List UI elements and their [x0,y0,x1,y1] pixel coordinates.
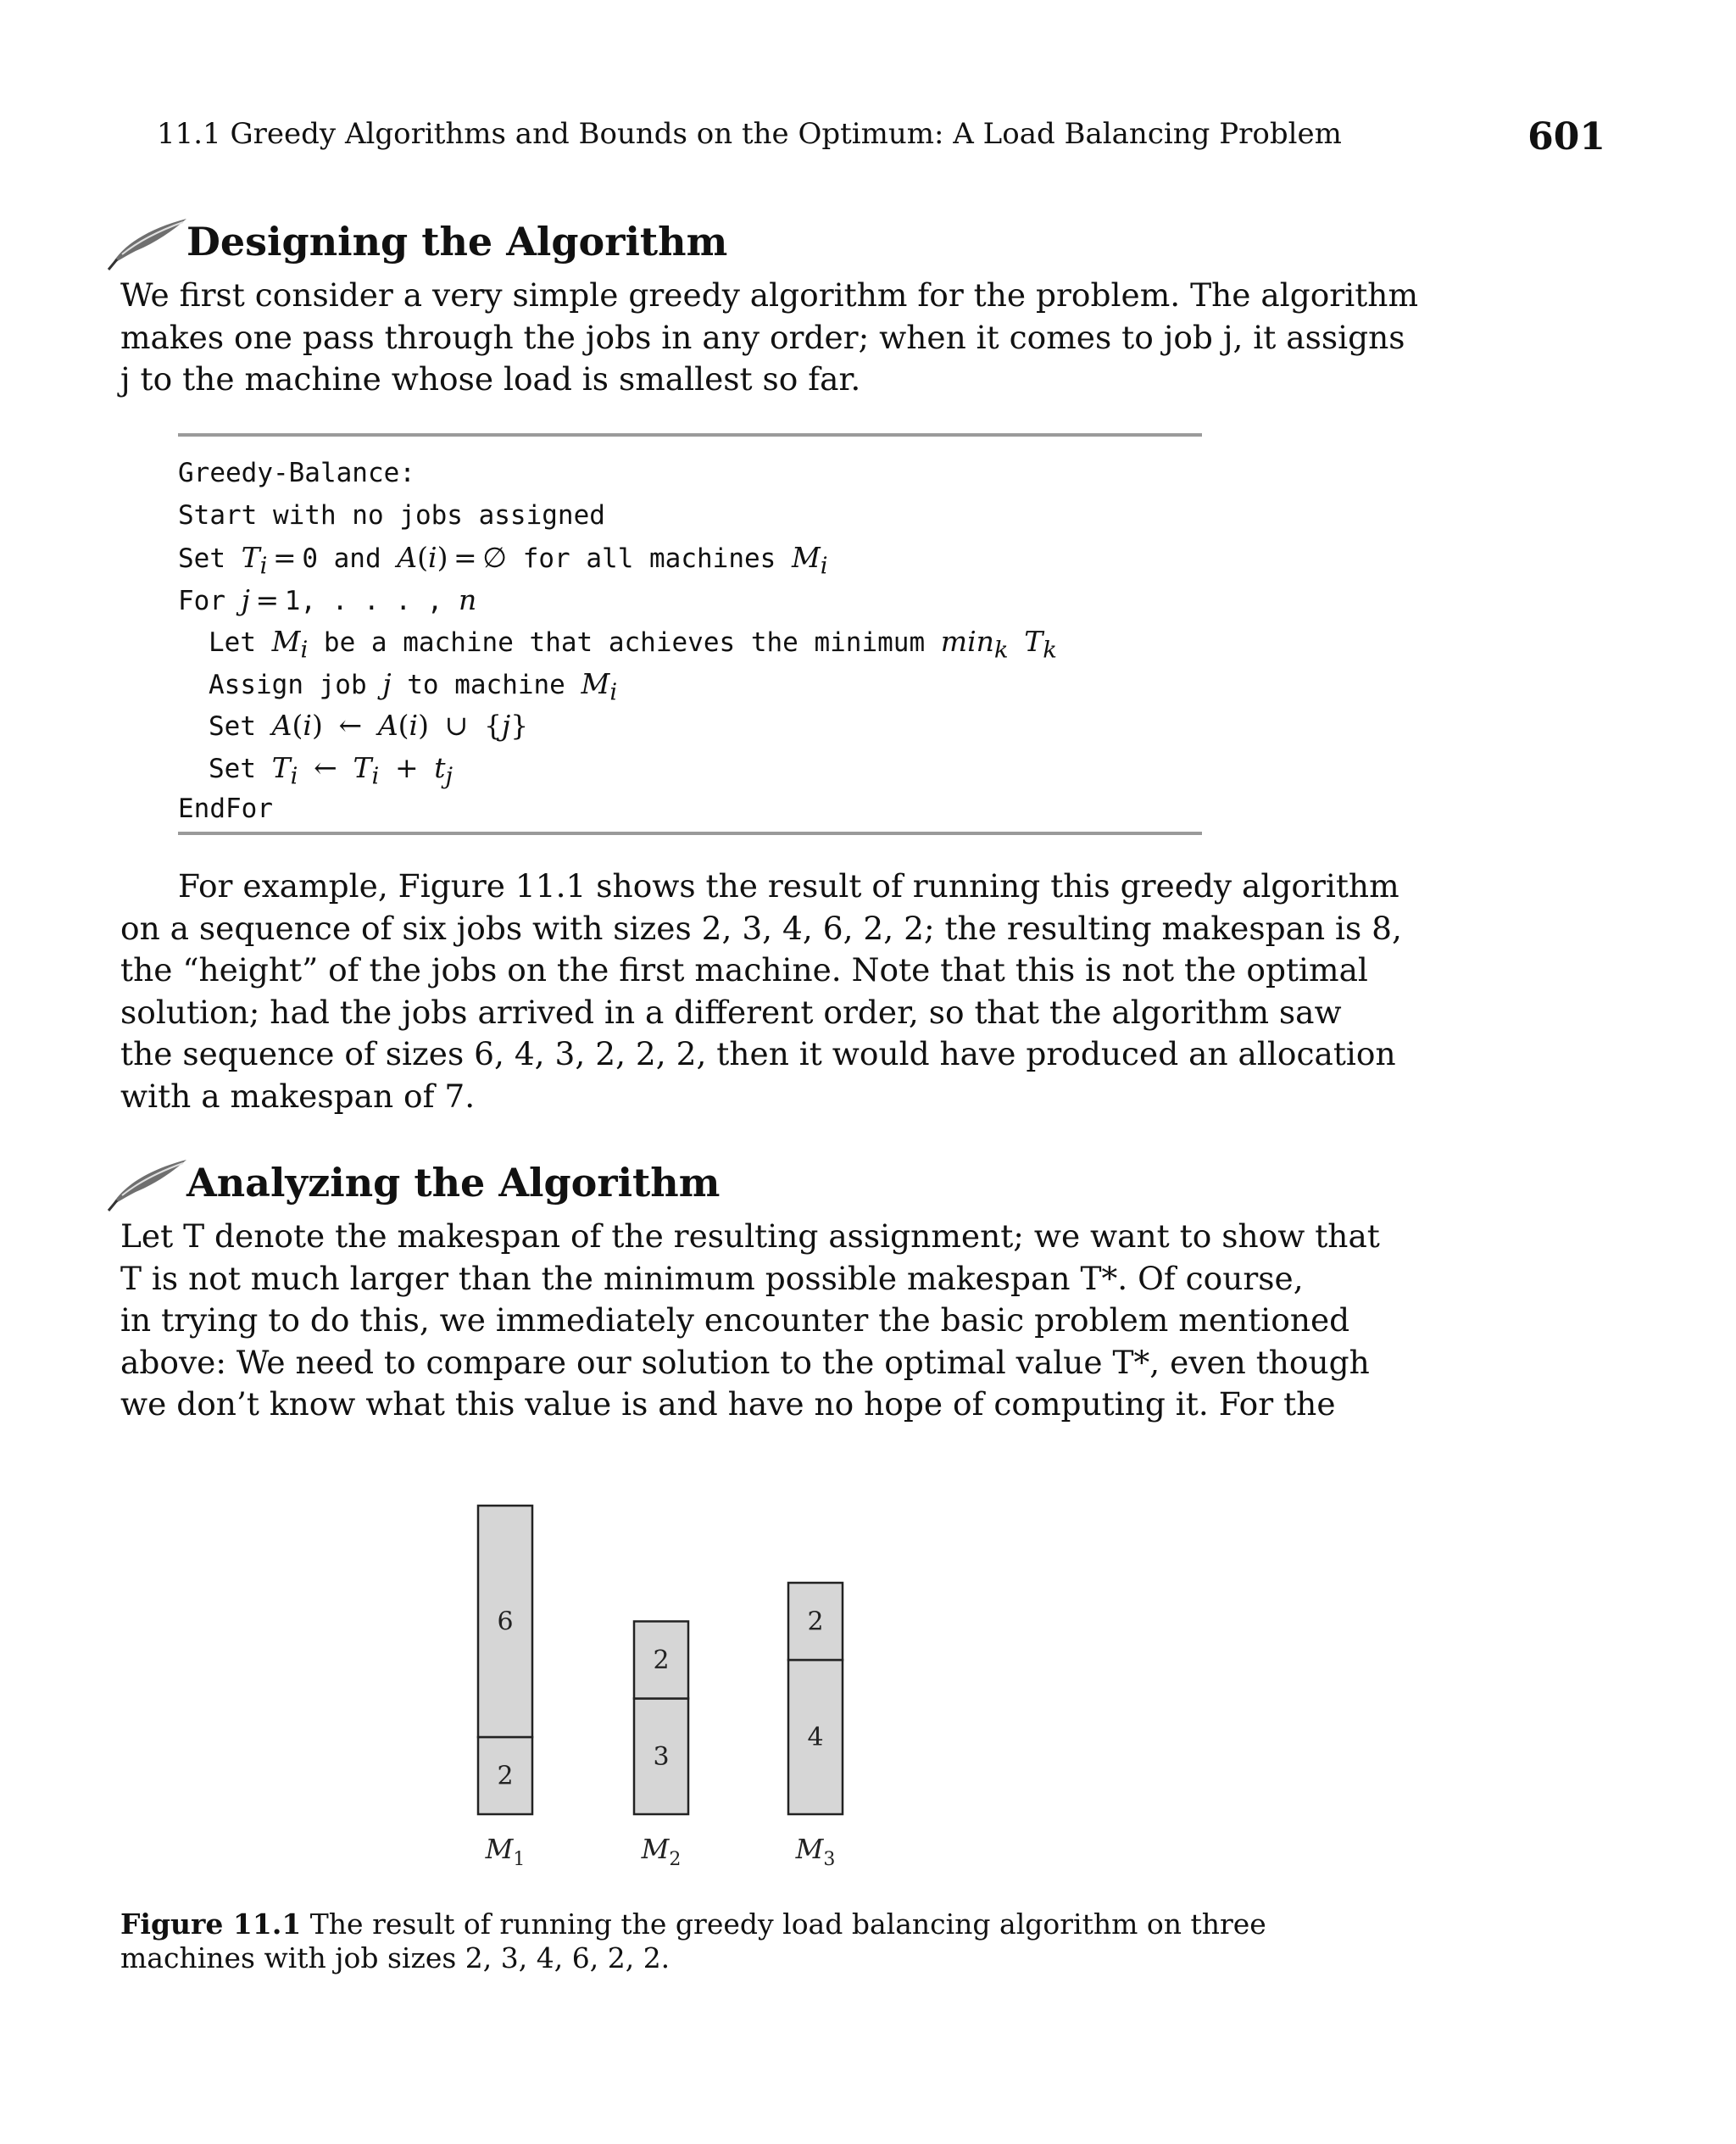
segment-value-label: 3 [653,1741,670,1772]
algorithm-line: Start with no jobs assigned [178,499,605,531]
text-line: For example, Figure 11.1 shows the result of running this greedy algorithm [178,867,1399,905]
segment-value-label: 2 [653,1646,670,1675]
algorithm-line: Set $T_i = 0$ and A(i) = ∅ for all machines $M_i$ [178,541,828,580]
text-line: in trying to do this, we immediately encounter the basic problem mentioned [120,1301,1350,1339]
algorithm-line: Assign job j to machine $M_i$ [209,666,618,706]
algorithm-line: EndFor [178,794,273,824]
text-line: we don’t know what this value is and have no hope of computing it. For the [120,1385,1336,1423]
text-line: the “height” of the jobs on the first machine. Note that this is not the optimal [120,951,1368,988]
algorithm-line: Greedy-Balance: [178,458,415,488]
text-line: on a sequence of six jobs with sizes 2, 3, 4, 6, 2, 2; the resulting makespan is 8, [120,909,1402,947]
caption-text: The result of running the greedy load balancing algorithm on three [309,1907,1266,1941]
text-line: Let T denote the makespan of the resulting assignment; we want to show that [120,1217,1380,1255]
algorithm-line: Set $T_i$ ← $T_i + t_j$ [209,750,453,790]
segment-value-label: 4 [807,1723,824,1752]
text-line: We first consider a very simple greedy algorithm for the problem. The algorithm [120,276,1418,314]
section-title: Analyzing the Algorithm [186,1160,721,1206]
section-title: Designing the Algorithm [186,219,728,265]
text-line: T is not much larger than the minimum possible makespan T*. Of course, [120,1259,1304,1297]
caption-line [120,1907,1266,1941]
machine-label-m1: $M_1$ [485,1833,526,1870]
algorithm-line: Set A(i) ← A(i) ∪ {j} [209,709,529,742]
algorithm-line: For j = 1, . . . , n [178,582,477,616]
text-line: j to the machine whose load is smallest so far. [120,360,861,398]
caption-line: machines with job sizes 2, 3, 4, 6, 2, 2. [120,1941,670,1974]
segment-value-label: 2 [497,1761,514,1791]
page-number: 601 [1527,115,1605,159]
algorithm-line: Let $M_i$ be a machine that achieves the minimum $\min_k T_k$ [209,625,1057,664]
machine-label-m2: $M_2$ [641,1833,682,1870]
text-line: with a makespan of 7. [120,1077,476,1115]
segment-value-label: 2 [807,1607,824,1637]
text-line: makes one pass through the jobs in any order; when it comes to job j, it assigns [120,318,1405,356]
text-line: the sequence of sizes 6, 4, 3, 2, 2, 2, then it would have produced an allocation [120,1035,1396,1072]
figure-caption [120,1907,1266,1975]
text-line: solution; had the jobs arrived in a different order, so that the algorithm saw [120,993,1342,1031]
machine-label-m3: $M_3$ [795,1833,836,1870]
caption-label: Figure 11.1 [120,1907,302,1941]
text-line: above: We need to compare our solution to the optimal value T*, even though [120,1343,1370,1381]
running-head: 11.1 Greedy Algorithms and Bounds on the Optimum: A Load Balancing Problem [157,117,1342,151]
segment-value-label: 6 [497,1607,514,1637]
